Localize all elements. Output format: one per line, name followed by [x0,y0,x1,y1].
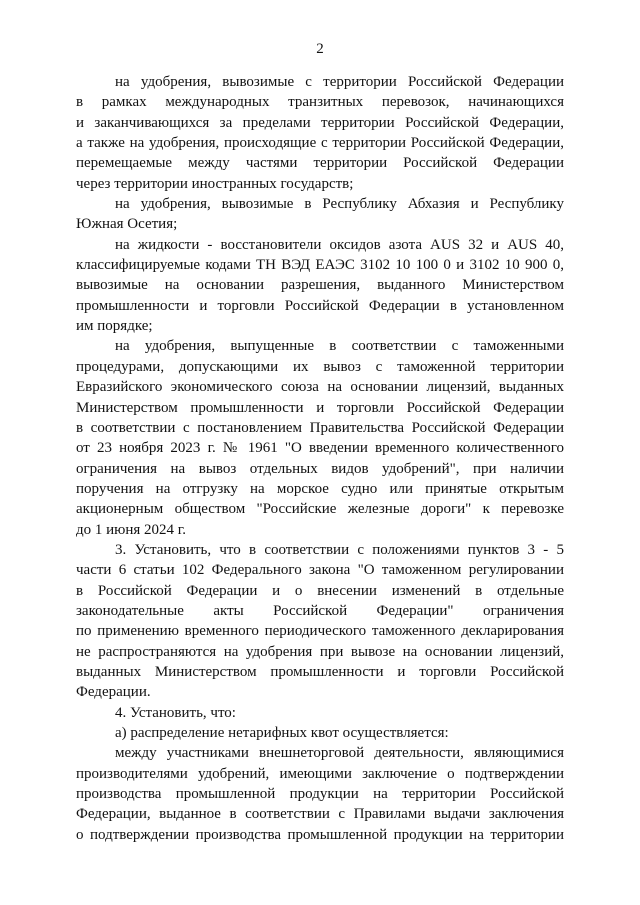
paragraph [76,743,564,845]
text-line: на удобрения, вывозимые с территории Российской Федерации [115,74,564,90]
paragraph [76,235,564,337]
text-line: не распространяются на удобрения при вывозе на основании лицензий, [76,643,564,660]
text-line: процедурами, допускающими их вывоз с таможенной территории [76,358,564,375]
text-line: на жидкости - восстановители оксидов азота AUS 32 и AUS 40, [115,236,564,253]
text-line: между участниками внешнеторговой деятельности, являющимися [115,745,564,762]
text-line: промышленности и торговли Российской Федерации в установленном [76,297,564,314]
text-line: по применению временного периодического таможенного декларирования [76,623,564,640]
text-line: производителями удобрений, имеющими заключение о подтверждении [76,765,564,782]
text-line: 4. Установить, что: [115,704,236,721]
text-line: в рамках международных транзитных перевозок, начинающихся [76,94,564,111]
paragraph [76,336,564,539]
page-number: 2 [316,41,324,57]
text-line: в соответствии с постановлением Правительства Российской Федерации [76,419,564,436]
text-line: части 6 статьи 102 Федерального закона "О таможенном регулировании [76,562,564,579]
text-line: и заканчивающихся за пределами территории Российской Федерации, [76,114,564,131]
text-line: Министерством промышленности и торговли Российской Федерации [76,399,564,416]
paragraph [76,723,564,743]
text-line: вывозимые на основании разрешения, выданного Министерством [76,277,564,294]
text-line: акционерным обществом "Российские железные дороги" к перевозке [76,501,564,518]
text-line: до 1 июня 2024 г. [76,521,187,538]
text-line: выданных Министерством промышленности и торговли Российской [76,663,564,680]
text-line: Евразийского экономического союза на основании лицензий, выданных [76,379,564,396]
text-line: им порядке; [76,318,153,335]
text-line: а) распределение нетарифных квот осуществляется: [115,725,449,741]
text-line: Федерации, выданное в соответствии с Правилами выдачи заключения [76,806,564,823]
text-line: классифицируемые кодами ТН ВЭД ЕАЭС 3102 10 100 0 и 3102 10 900 0, [76,257,564,274]
text-line: поручения на отгрузку на морское судно или принятые открытым [76,480,564,497]
paragraph [76,194,564,235]
text-line: на удобрения, выпущенные в соответствии с таможенными [115,338,564,355]
text-line: в Российской Федерации и о внесении изменений в отдельные [76,582,564,599]
paragraph [76,540,564,703]
text-line: а также на удобрения, происходящие с территории Российской Федерации, [76,135,564,152]
text-line: производства промышленной продукции на территории Российской [76,786,564,803]
document-body [76,72,564,845]
text-line: законодательные акты Российской Федерации" ограничения [76,602,564,619]
text-line: Южная Осетия; [76,216,178,233]
text-line: перемещаемые между частями территории Российской Федерации [76,155,564,172]
paragraph [76,703,564,723]
text-line: 3. Установить, что в соответствии с положениями пунктов 3 - 5 [115,541,564,558]
text-line: от 23 ноября 2023 г. № 1961 "О введении временного количественного [76,440,564,457]
text-line: ограничения на вывоз отдельных видов удобрений", при наличии [76,460,564,477]
text-line: через территории иностранных государств; [76,175,354,192]
paragraph [76,72,564,194]
text-line: Федерации. [76,684,151,701]
text-line: о подтверждении производства промышленной продукции на территории [76,826,564,843]
text-line: на удобрения, вывозимые в Республику Абхазия и Республику [115,196,564,213]
